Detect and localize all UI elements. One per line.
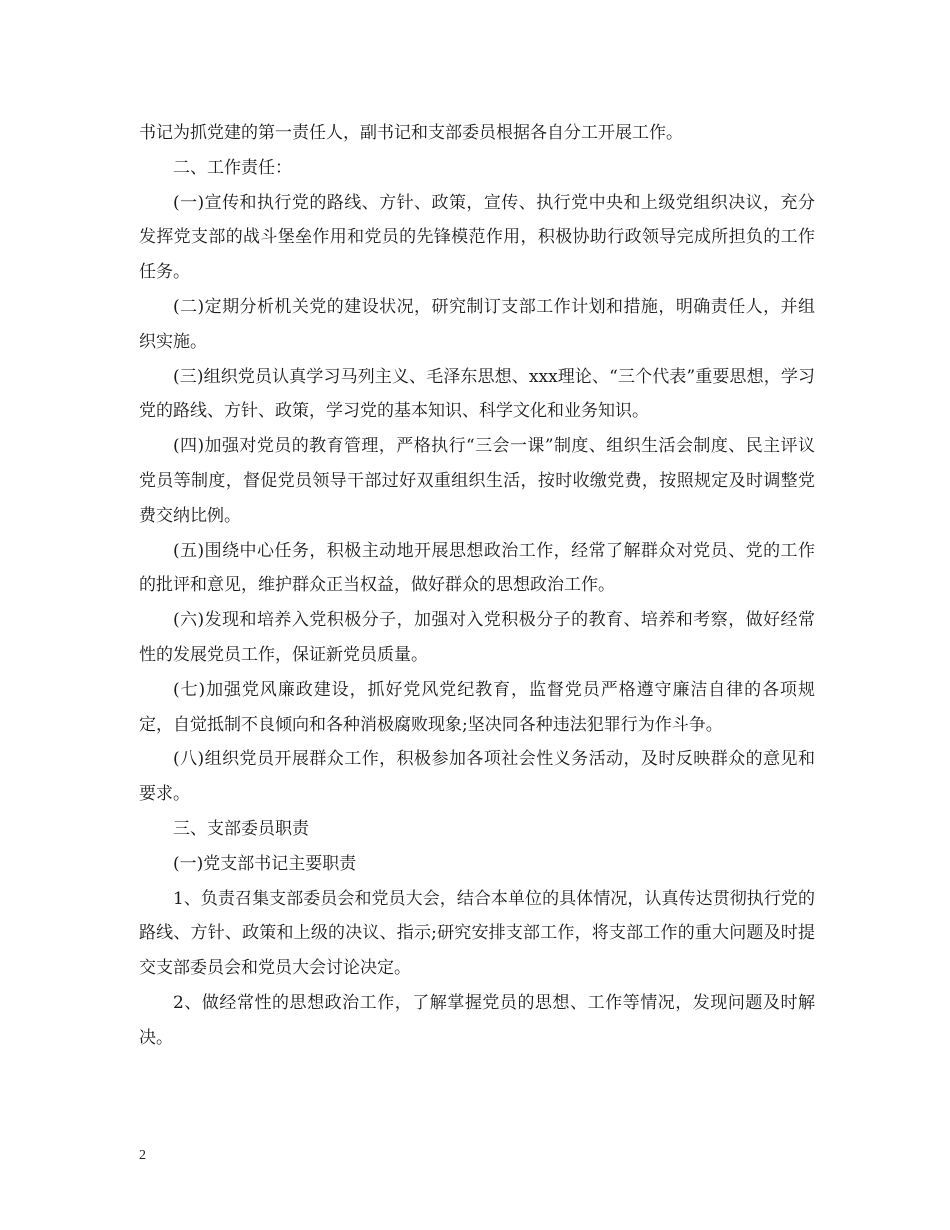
paragraph-item-3: (三)组织党员认真学习马列主义、毛泽东思想、xxx理论、“三个代表”重要思想，学习党的路线、方针、政策，学习党的基本知识、科学文化和业务知识。: [139, 366, 815, 422]
paragraph-item-2: (二)定期分析机关党的建设状况，研究制订支部工作计划和措施，明确责任人，并组织实施。: [139, 296, 815, 352]
document-body: [139, 116, 815, 1056]
paragraph-item-8: (八)组织党员开展群众工作，积极参加各项社会性义务活动，及时反映群众的意见和要求。: [139, 749, 815, 805]
paragraph-duty-2: 2、做经常性的思想政治工作，了解掌握党员的思想、工作等情况，发现问题及时解决。: [139, 992, 815, 1048]
paragraph-duty-1: 1、负责召集支部委员会和党员大会，结合本单位的具体情况，认真传达贯彻执行党的路线、方针、政策和上级的决议、指示;研究安排支部工作，将支部工作的重大问题及时提交支部委员会和党员大会讨论决定。: [139, 888, 815, 979]
subsection-heading-secretary-duties: (一)党支部书记主要职责: [173, 853, 357, 874]
paragraph-item-5: (五)围绕中心任务，积极主动地开展思想政治工作，经常了解群众对党员、党的工作的批评和意见，维护群众正当权益，做好群众的思想政治工作。: [139, 540, 815, 596]
section-heading-committee-duties: 三、支部委员职责: [173, 818, 309, 839]
page-number: 2: [139, 1148, 146, 1163]
paragraph-1: 书记为抓党建的第一责任人，副书记和支部委员根据各自分工开展工作。: [139, 123, 683, 143]
paragraph-item-7: (七)加强党风廉政建设，抓好党风党纪教育，监督党员严格遵守廉洁自律的各项规定，自觉抵制不良倾向和各种消极腐败现象;坚决同各种违法犯罪行为作斗争。: [139, 679, 815, 735]
paragraph-item-1: (一)宣传和执行党的路线、方针、政策，宣传、执行党中央和上级党组织决议，充分发挥党支部的战斗堡垒作用和党员的先锋模范作用，积极协助行政领导完成所担负的工作任务。: [139, 192, 815, 283]
paragraph-item-6: (六)发现和培养入党积极分子，加强对入党积极分子的教育、培养和考察，做好经常性的发展党员工作，保证新党员质量。: [139, 610, 815, 665]
paragraph-item-4: (四)加强对党员的教育管理，严格执行“三会一课”制度、组织生活会制度、民主评议党员等制度，督促党员领导干部过好双重组织生活，按时收缴党费，按照规定及时调整党费交纳比例。: [139, 436, 815, 526]
section-heading-work-responsibility: 二、工作责任：: [173, 157, 292, 178]
